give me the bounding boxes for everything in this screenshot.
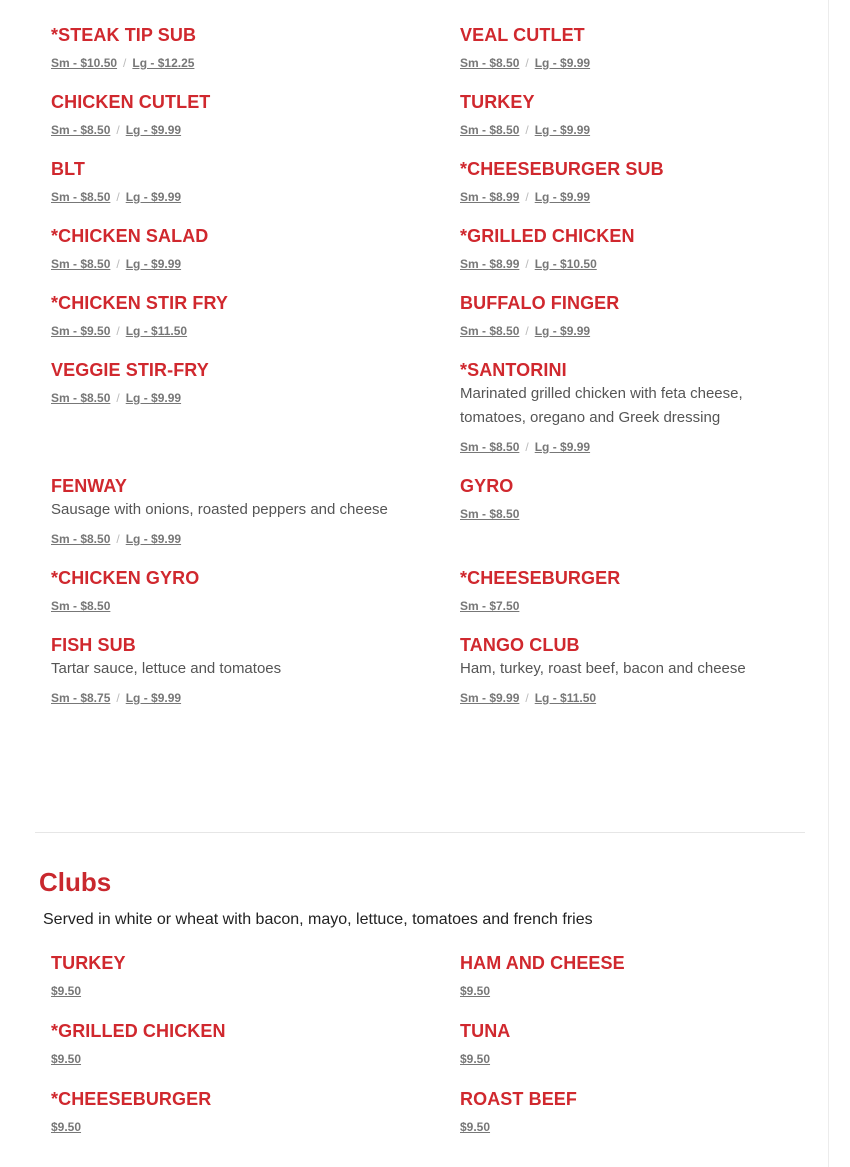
club-item-prices: [51, 1051, 460, 1067]
menu-item-prices: [51, 189, 460, 205]
price-small-link[interactable]: Sm - $8.50: [460, 56, 520, 70]
menu-item-prices: [460, 598, 811, 614]
club-item-name: TURKEY: [51, 953, 126, 973]
menu-item: [51, 91, 460, 158]
menu-item-name: *CHICKEN GYRO: [51, 568, 200, 588]
menu-item: [460, 359, 811, 475]
price-small-link[interactable]: Sm - $8.99: [460, 190, 520, 204]
price-separator: /: [525, 123, 529, 137]
menu-item-name: GYRO: [460, 476, 514, 496]
price-small-link[interactable]: Sm - $8.50: [51, 532, 111, 546]
menu-item-description: Sausage with onions, roasted peppers and cheese: [51, 501, 388, 518]
menu-item-name: *STEAK TIP SUB: [51, 25, 197, 45]
subs-menu-grid: [51, 24, 811, 726]
menu-item-description: Marinated grilled chicken with feta cheese, tomatoes, oregano and Greek dressing: [460, 385, 743, 426]
menu-item-name: *CHEESEBURGER SUB: [460, 159, 664, 179]
price-small-link[interactable]: Sm - $8.50: [51, 190, 111, 204]
price-separator: /: [525, 190, 529, 204]
menu-item-prices: [51, 598, 460, 614]
menu-item-name: *GRILLED CHICKEN: [460, 226, 635, 246]
menu-item: [51, 634, 460, 726]
price-separator: /: [116, 691, 120, 705]
menu-item: [51, 24, 460, 91]
price-separator: /: [116, 190, 120, 204]
menu-item: [51, 359, 460, 475]
menu-item-prices: [51, 390, 460, 406]
menu-item: [460, 158, 811, 225]
price-large-link[interactable]: Lg - $9.99: [534, 440, 591, 454]
menu-item-prices: [460, 323, 811, 339]
menu-item-prices: [460, 122, 811, 138]
clubs-section-title: Clubs: [39, 867, 112, 897]
menu-item-name: TURKEY: [460, 92, 535, 112]
price-separator: /: [525, 324, 529, 338]
price-large-link[interactable]: Lg - $9.99: [534, 190, 591, 204]
club-menu-item: [51, 1088, 460, 1156]
price-large-link[interactable]: Lg - $10.50: [534, 257, 597, 271]
price-large-link[interactable]: Lg - $9.99: [534, 56, 591, 70]
price-separator: /: [116, 324, 120, 338]
club-menu-item: [460, 1020, 811, 1088]
menu-item-name: *CHICKEN SALAD: [51, 226, 209, 246]
menu-item-prices: [460, 189, 811, 205]
price-separator: /: [525, 691, 529, 705]
menu-item-prices: [460, 506, 811, 522]
menu-item-prices: [51, 122, 460, 138]
menu-item: [460, 567, 811, 634]
menu-item: [460, 24, 811, 91]
price-large-link[interactable]: Lg - $11.50: [125, 324, 188, 338]
price-large-link[interactable]: Lg - $9.99: [534, 123, 591, 137]
price-large-link[interactable]: Lg - $9.99: [125, 391, 182, 405]
club-price-link[interactable]: $9.50: [460, 1052, 491, 1066]
price-small-link[interactable]: Sm - $8.50: [51, 257, 111, 271]
menu-item-prices: [51, 323, 460, 339]
menu-item-name: *CHEESEBURGER: [460, 568, 621, 588]
menu-item: [460, 225, 811, 292]
price-small-link[interactable]: Sm - $7.50: [460, 599, 520, 613]
price-large-link[interactable]: Lg - $9.99: [125, 123, 182, 137]
menu-item-name: BUFFALO FINGER: [460, 293, 620, 313]
price-large-link[interactable]: Lg - $9.99: [125, 190, 182, 204]
club-item-name: TUNA: [460, 1021, 511, 1041]
clubs-section-subtitle: Served in white or wheat with bacon, mayo, lettuce, tomatoes and french fries: [43, 911, 593, 928]
menu-item-prices: [51, 690, 460, 706]
price-large-link[interactable]: Lg - $9.99: [534, 324, 591, 338]
club-item-name: *CHEESEBURGER: [51, 1089, 212, 1109]
price-separator: /: [116, 532, 120, 546]
price-small-link[interactable]: Sm - $8.50: [51, 123, 111, 137]
menu-item-prices: [460, 690, 811, 706]
price-small-link[interactable]: Sm - $8.50: [460, 324, 520, 338]
menu-item: [51, 225, 460, 292]
price-separator: /: [116, 391, 120, 405]
menu-item: [460, 292, 811, 359]
club-menu-item: [460, 1088, 811, 1156]
club-item-prices: [51, 983, 460, 999]
price-small-link[interactable]: Sm - $8.50: [460, 507, 520, 521]
price-small-link[interactable]: Sm - $9.50: [51, 324, 111, 338]
menu-item: [460, 634, 811, 726]
menu-item-name: *CHICKEN STIR FRY: [51, 293, 229, 313]
menu-item-name: CHICKEN CUTLET: [51, 92, 211, 112]
menu-item-name: TANGO CLUB: [460, 635, 580, 655]
page-edge-rule: [828, 0, 829, 1167]
club-menu-item: [51, 952, 460, 1020]
club-item-prices: [460, 983, 811, 999]
menu-item: [51, 475, 460, 567]
menu-item-name: VEAL CUTLET: [460, 25, 585, 45]
club-item-name: HAM AND CHEESE: [460, 953, 625, 973]
club-item-name: *GRILLED CHICKEN: [51, 1021, 226, 1041]
price-large-link[interactable]: Lg - $9.99: [125, 691, 182, 705]
menu-item-prices: [51, 531, 460, 547]
menu-item: [460, 91, 811, 158]
menu-item: [51, 567, 460, 634]
club-item-prices: [51, 1119, 460, 1135]
price-separator: /: [116, 257, 120, 271]
club-price-link[interactable]: $9.50: [51, 1120, 82, 1134]
price-separator: /: [525, 440, 529, 454]
price-separator: /: [123, 56, 127, 70]
menu-item-name: BLT: [51, 159, 85, 179]
menu-item-prices: [460, 439, 811, 455]
price-small-link[interactable]: Sm - $8.75: [51, 691, 111, 705]
price-small-link[interactable]: Sm - $8.50: [51, 599, 111, 613]
price-separator: /: [525, 257, 529, 271]
price-large-link[interactable]: Lg - $9.99: [125, 257, 182, 271]
menu-item: [51, 158, 460, 225]
menu-item-name: FENWAY: [51, 476, 127, 496]
club-price-link[interactable]: $9.50: [460, 1120, 491, 1134]
price-large-link[interactable]: Lg - $9.99: [125, 532, 182, 546]
menu-item: [460, 475, 811, 567]
club-menu-item: [51, 1020, 460, 1088]
club-price-link[interactable]: $9.50: [460, 984, 491, 998]
club-price-link[interactable]: $9.50: [51, 1052, 82, 1066]
menu-item-name: *SANTORINI: [460, 360, 567, 380]
menu-item: [51, 292, 460, 359]
price-small-link[interactable]: Sm - $8.50: [460, 440, 520, 454]
price-small-link[interactable]: Sm - $8.50: [460, 123, 520, 137]
clubs-menu-grid: [51, 952, 811, 1156]
price-small-link[interactable]: Sm - $8.50: [51, 391, 111, 405]
menu-item-name: FISH SUB: [51, 635, 136, 655]
menu-item-prices: [51, 55, 460, 71]
price-separator: /: [116, 123, 120, 137]
menu-item-prices: [460, 256, 811, 272]
club-price-link[interactable]: $9.50: [51, 984, 82, 998]
price-small-link[interactable]: Sm - $10.50: [51, 56, 118, 70]
price-small-link[interactable]: Sm - $8.99: [460, 257, 520, 271]
club-item-prices: [460, 1119, 811, 1135]
price-small-link[interactable]: Sm - $9.99: [460, 691, 520, 705]
menu-item-prices: [51, 256, 460, 272]
menu-item-description: Tartar sauce, lettuce and tomatoes: [51, 660, 282, 677]
price-large-link[interactable]: Lg - $11.50: [534, 691, 597, 705]
club-item-name: ROAST BEEF: [460, 1089, 578, 1109]
club-item-prices: [460, 1051, 811, 1067]
menu-item-description: Ham, turkey, roast beef, bacon and cheese: [460, 660, 746, 677]
menu-item-prices: [460, 55, 811, 71]
price-large-link[interactable]: Lg - $12.25: [132, 56, 195, 70]
price-separator: /: [525, 56, 529, 70]
section-divider: [35, 832, 805, 833]
club-menu-item: [460, 952, 811, 1020]
menu-item-name: VEGGIE STIR-FRY: [51, 360, 209, 380]
